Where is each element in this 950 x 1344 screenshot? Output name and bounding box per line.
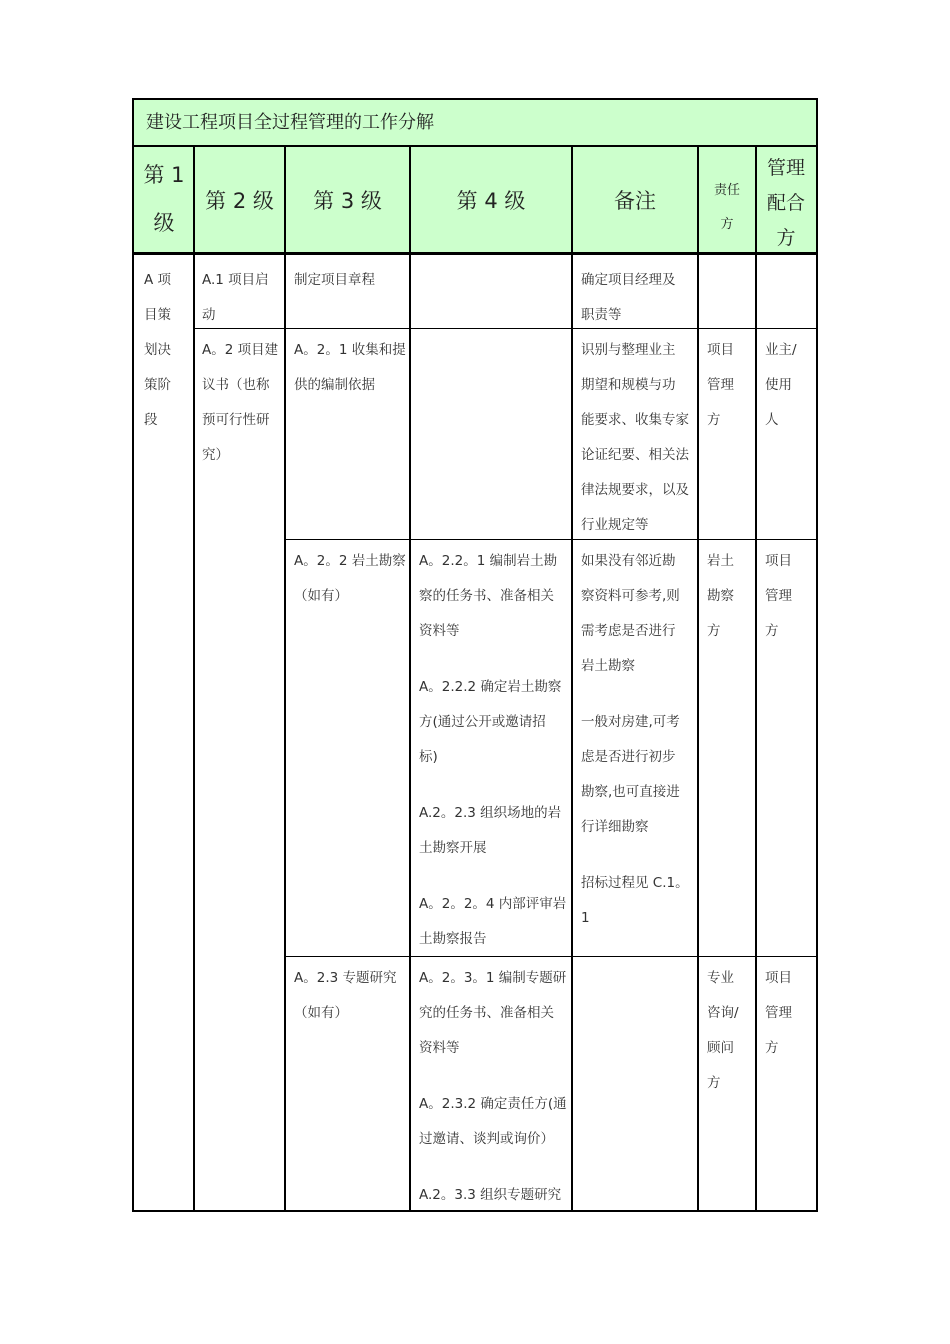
cell-text-line: 方(通过公开或邀请招 (419, 714, 546, 730)
cell-text-line: 业主/ (765, 342, 797, 358)
row1-remark-cell (581, 263, 676, 333)
table-title: 建设工程项目全过程管理的工作分解 (134, 100, 816, 147)
cell-text-line: A 项 (144, 272, 172, 288)
cell-text-line: 职责等 (581, 307, 622, 323)
cell-text-line: 过邀请、谈判或询价） (419, 1131, 554, 1147)
cell-text-line: 虑是否进行初步 (581, 749, 676, 765)
cell-text-line: 察的任务书、准备相关 (419, 588, 554, 604)
cell-text-line: 识别与整理业主 (581, 342, 676, 358)
cell-text-line: 项目 (707, 342, 734, 358)
cell-text-line: 1 (581, 910, 590, 926)
cell-text-line: 管理 (765, 588, 792, 604)
cell-text-line: A。2。3。1 编制专题研 (419, 970, 567, 986)
cell-text-line: 勘察,也可直接进 (581, 784, 680, 800)
cell-text-line: 资料等 (419, 623, 460, 639)
cell-text-line: 管理 (707, 377, 734, 393)
column-divider (193, 147, 195, 1210)
cell-text-line: 人 (765, 412, 779, 428)
cell-text-line: 勘察 (707, 588, 734, 604)
row1-level2-cell (202, 263, 269, 333)
cell-text-line: A。2。2。4 内部评审岩 (419, 896, 567, 912)
paragraph-spacer (581, 684, 689, 705)
column-divider (571, 147, 573, 1210)
header-coordinating (756, 147, 816, 255)
cell-text-line: A。2.3 专题研究 (294, 970, 397, 986)
row-divider (285, 539, 816, 540)
column-divider (697, 147, 699, 1210)
cell-text-line: A。2。1 收集和提 (294, 342, 406, 358)
header-level-1-line1: 第 1 (143, 163, 185, 187)
row1-level3-cell (294, 263, 375, 298)
cell-text-line: 期望和规模与功 (581, 377, 676, 393)
header-responsible-line2: 方 (720, 217, 734, 232)
cell-text-line: 方 (765, 1040, 779, 1056)
cell-text-line: 管理 (765, 1005, 792, 1021)
cell-text-line: A。2.2。1 编制岩土勘 (419, 553, 558, 569)
cell-text-line: A。2.2.2 确定岩土勘察 (419, 679, 562, 695)
cell-text-line: 如果没有邻近勘 (581, 553, 676, 569)
row3-coordinating-cell (765, 544, 792, 649)
cell-text-line: （如有） (294, 588, 348, 604)
cell-text-line: （如有） (294, 1005, 348, 1021)
cell-text-line: 方 (707, 412, 721, 428)
header-level-3-text: 第 3 级 (313, 189, 382, 213)
cell-text-line: 供的编制依据 (294, 377, 375, 393)
header-remark (572, 147, 698, 255)
cell-text-line: A。2。2 岩土勘察 (294, 553, 406, 569)
paragraph-spacer (419, 775, 566, 796)
paragraph-spacer (419, 1157, 567, 1178)
cell-text-line: 论证纪要、相关法 (581, 447, 689, 463)
cell-text-line: 律法规要求，以及 (581, 482, 689, 498)
cell-text-line: 方 (707, 623, 721, 639)
row3-level4-cell (419, 544, 566, 957)
column-divider (284, 147, 286, 1210)
cell-text-line: 一般对房建,可考 (581, 714, 680, 730)
header-coordinating-line1: 管理 (766, 157, 805, 179)
header-level-4 (410, 147, 572, 255)
cell-text-line: 策阶 (144, 377, 171, 393)
cell-text-line: 资料等 (419, 1040, 460, 1056)
cell-text-line: A.1 项目启 (202, 272, 269, 288)
row3-level3-cell (294, 544, 406, 614)
cell-text-line: 标) (419, 749, 438, 765)
header-level-2 (194, 147, 285, 255)
row4-coordinating-cell (765, 961, 792, 1066)
cell-text-line: 制定项目章程 (294, 272, 375, 288)
row-divider (194, 328, 816, 329)
header-responsible-line1: 责任 (713, 183, 740, 198)
header-coordinating-line3: 方 (776, 227, 796, 249)
row2-remark-cell (581, 333, 689, 543)
row2-coordinating-cell (765, 333, 797, 438)
cell-text-line: 议书（也称 (202, 377, 270, 393)
cell-text-line: 需考虑是否进行 (581, 623, 676, 639)
cell-text-line: 目策 (144, 307, 171, 323)
paragraph-spacer (419, 649, 566, 670)
cell-text-line: 察资料可参考,则 (581, 588, 680, 604)
cell-text-line: 顾问 (707, 1040, 734, 1056)
cell-text-line: 招标过程见 C.1。 (581, 875, 689, 891)
cell-text-line: 咨询/ (707, 1005, 739, 1021)
level1-cell (144, 263, 171, 438)
work-breakdown-table (132, 98, 818, 1212)
header-level-1 (134, 147, 194, 255)
header-remark-text: 备注 (614, 189, 656, 213)
row2-level3-cell (294, 333, 406, 403)
cell-text-line: 究） (202, 447, 229, 463)
cell-text-line: 究的任务书、准备相关 (419, 1005, 554, 1021)
column-divider (755, 147, 757, 1210)
cell-text-line: 岩土勘察 (581, 658, 635, 674)
row4-level4-cell (419, 961, 567, 1213)
cell-text-line: 项目 (765, 553, 792, 569)
header-responsible (698, 147, 756, 255)
cell-text-line: 划决 (144, 342, 171, 358)
header-level-4-text: 第 4 级 (456, 189, 526, 213)
row3-remark-cell (581, 544, 689, 936)
cell-text-line: A。2 项目建 (202, 342, 279, 358)
row3-responsible-cell (707, 544, 734, 649)
row2-level2-cell (202, 333, 278, 473)
cell-text-line: 行详细勘察 (581, 819, 649, 835)
cell-text-line: 土勘察报告 (419, 931, 487, 947)
cell-text-line: 动 (202, 307, 216, 323)
cell-text-line: 预可行性研 (202, 412, 270, 428)
cell-text-line: 项目 (765, 970, 792, 986)
header-level-2-text: 第 2 级 (205, 189, 274, 213)
cell-text-line: 使用 (765, 377, 792, 393)
column-divider (409, 147, 411, 1210)
row2-responsible-cell (707, 333, 734, 438)
cell-text-line: 段 (144, 412, 158, 428)
cell-text-line: 行业规定等 (581, 517, 649, 533)
cell-text-line: 专业 (707, 970, 734, 986)
cell-text-line: 方 (765, 623, 779, 639)
row4-level3-cell (294, 961, 397, 1031)
header-level-3 (285, 147, 410, 255)
paragraph-spacer (419, 866, 566, 887)
cell-text-line: 岩土 (707, 553, 734, 569)
header-coordinating-line2: 配合 (766, 192, 805, 214)
row4-responsible-cell (707, 961, 739, 1101)
cell-text-line: 方 (707, 1075, 721, 1091)
cell-text-line: 土勘察开展 (419, 840, 487, 856)
cell-text-line: 能要求、收集专家 (581, 412, 689, 428)
paragraph-spacer (419, 1066, 567, 1087)
cell-text-line: A.2。2.3 组织场地的岩 (419, 805, 562, 821)
cell-text-line: A。2.3.2 确定责任方(通 (419, 1096, 567, 1112)
paragraph-spacer (581, 845, 689, 866)
cell-text-line: A.2。3.3 组织专题研究 (419, 1187, 562, 1203)
header-level-1-line2: 级 (153, 211, 175, 235)
cell-text-line: 确定项目经理及 (581, 272, 676, 288)
